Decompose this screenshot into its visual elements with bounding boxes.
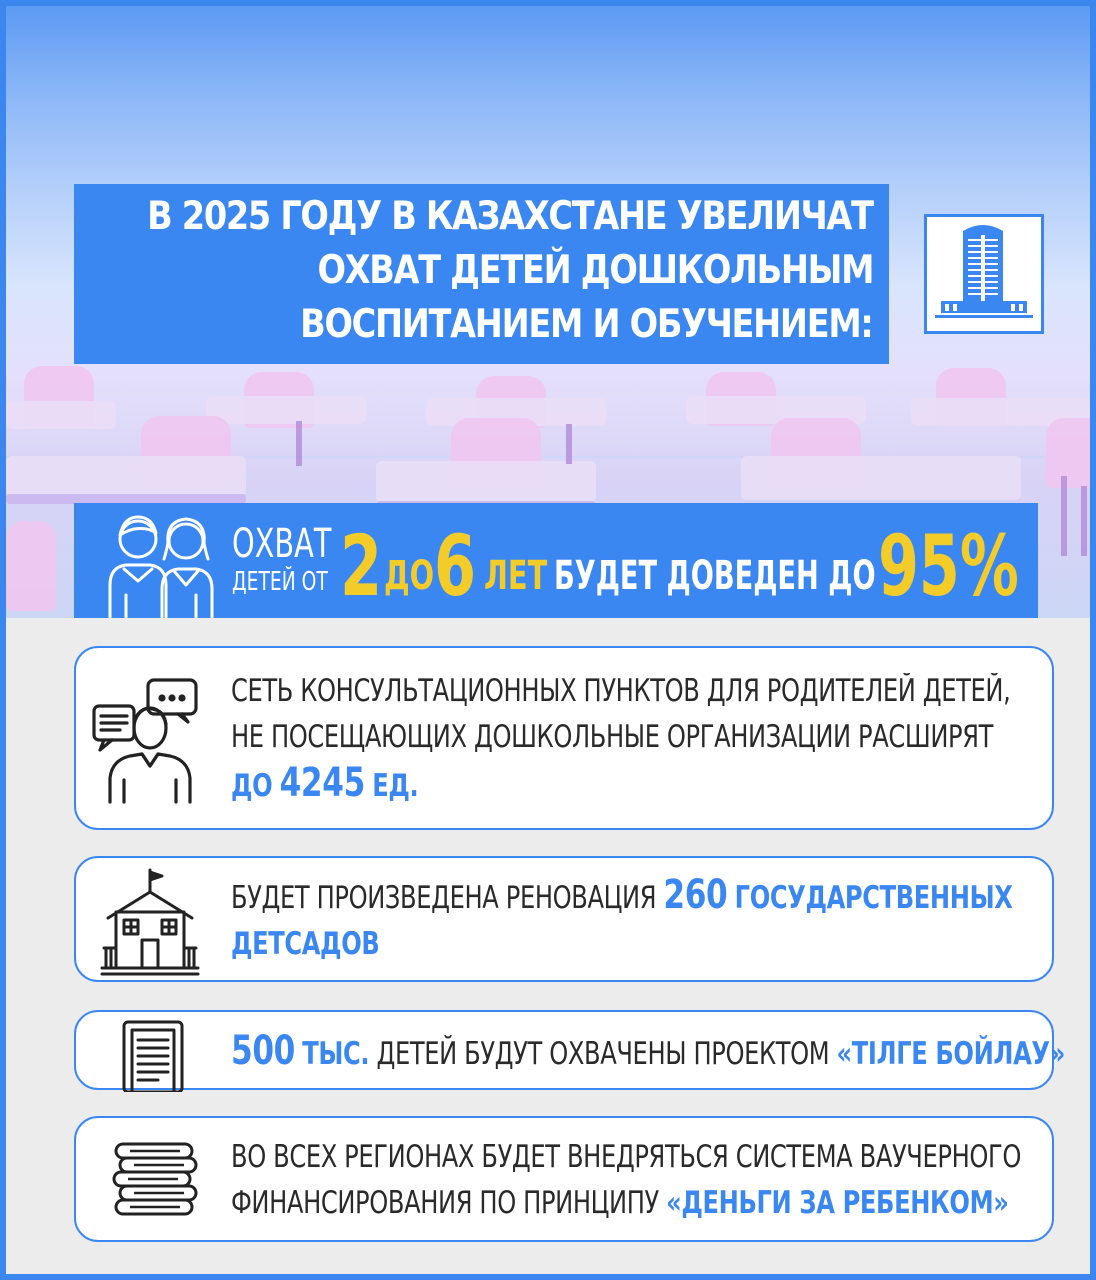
renovation-hl-1: ГОСУДАРСТВЕННЫХ [734, 880, 1013, 916]
desk-leg [566, 424, 572, 464]
children-icon [100, 509, 220, 619]
desk [376, 461, 596, 503]
title-box [74, 184, 889, 364]
card-project [74, 1010, 1065, 1090]
title-line-2: ОХВАТ ДЕТЕЙ ДОШКОЛЬНЫМ [317, 248, 873, 293]
coverage-word-2: ДЕТЕЙ ОТ [232, 567, 328, 597]
chair [6, 521, 56, 611]
renovation-text [231, 872, 1013, 967]
consult-line-3 [231, 760, 1010, 809]
kindergarten-building-icon [100, 868, 200, 976]
project-lead: ДЕТЕЙ БУДУТ ОХВАЧЕНЫ ПРОЕКТОМ [376, 1036, 830, 1072]
coverage-banner [74, 503, 1038, 618]
title-line-1: В 2025 ГОДУ В КАЗАХСТАНЕ УВЕЛИЧАТ [147, 194, 873, 239]
desk [6, 401, 116, 429]
voucher-line-2 [231, 1180, 1021, 1226]
desk-leg [1061, 476, 1067, 556]
coverage-word-1: ОХВАТ [232, 521, 332, 567]
desk [6, 456, 246, 496]
title-line-3: ВОСПИТАНИЕМ И ОБУЧЕНИЕМ: [300, 302, 873, 347]
project-text [231, 1028, 1065, 1077]
desk-leg [296, 421, 302, 466]
voucher-text [231, 1134, 1021, 1226]
project-name: «ТІЛГЕ БОЙЛАУ» [836, 1036, 1065, 1072]
consult-text [231, 668, 1010, 809]
desk [206, 396, 366, 424]
age-to-word: ДО [384, 553, 435, 599]
renovation-lead: БУДЕТ ПРОИЗВЕДЕНА РЕНОВАЦИЯ [231, 880, 657, 916]
years-word: ЛЕТ [484, 553, 548, 599]
project-value: 500 [231, 1028, 295, 1074]
voucher-lead: ФИНАНСИРОВАНИЯ ПО ПРИНЦИПУ [231, 1185, 659, 1221]
coins-icon [110, 1140, 200, 1220]
voucher-line-1: ВО ВСЕХ РЕГИОНАХ БУДЕТ ВНЕДРЯТЬСЯ СИСТЕМА ВАУЧЕРНОГО [231, 1139, 1022, 1175]
card-consultation [74, 646, 1054, 830]
coverage-percent: 95% [878, 517, 1019, 615]
desk [741, 456, 1021, 500]
consult-line-1: СЕТЬ КОНСУЛЬТАЦИОННЫХ ПУНКТОВ ДЛЯ РОДИТЕЛЕЙ ДЕТЕЙ, [231, 673, 1011, 709]
chair [1046, 418, 1090, 488]
consult-prefix: ДО [231, 768, 273, 804]
consultation-icon [90, 676, 200, 806]
card-renovation [74, 856, 1054, 982]
card-voucher [74, 1116, 1054, 1242]
renovation-value: 260 [663, 872, 728, 918]
voucher-name: «ДЕНЬГИ ЗА РЕБЕНКОМ» [666, 1185, 1009, 1221]
consult-unit: ЕД. [372, 768, 419, 804]
consult-value: 4245 [279, 760, 365, 806]
ministry-building-icon [927, 217, 1041, 331]
consult-line-2: НЕ ПОСЕЩАЮЩИХ ДОШКОЛЬНЫЕ ОРГАНИЗАЦИИ РАСШИРЯТ [231, 719, 994, 755]
renovation-hl-2: ДЕТСАДОВ [231, 926, 380, 962]
project-unit: ТЫС. [302, 1036, 370, 1072]
coverage-text: БУДЕТ ДОВЕДЕН ДО [554, 553, 876, 599]
document-icon [118, 1018, 188, 1092]
logo [924, 214, 1044, 334]
renovation-line-1 [231, 872, 1013, 921]
desk-leg [1081, 486, 1087, 556]
age-to: 6 [434, 517, 477, 615]
age-from: 2 [340, 517, 383, 615]
